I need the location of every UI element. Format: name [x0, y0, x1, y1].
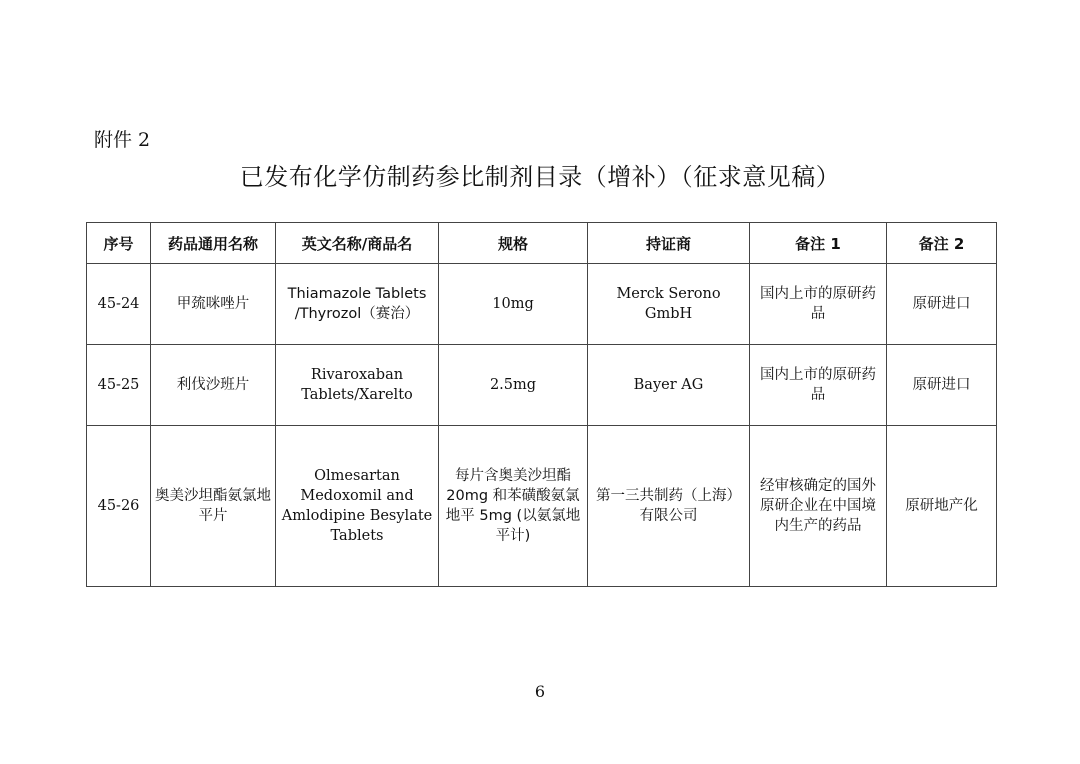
header-remark2: 备注 2 — [887, 223, 997, 264]
cell-english-name: Thiamazole Tablets /Thyrozol（赛治） — [276, 264, 439, 345]
header-holder: 持证商 — [588, 223, 750, 264]
table-row — [87, 264, 997, 345]
cell-holder: Bayer AG — [588, 345, 750, 426]
cell-spec: 2.5mg — [439, 345, 588, 426]
header-spec: 规格 — [439, 223, 588, 264]
document-title: 已发布化学仿制药参比制剂目录（增补）（征求意见稿） — [239, 163, 841, 191]
cell-holder: 第一三共制药（上海）有限公司 — [588, 426, 750, 587]
cell-no: 45-24 — [87, 264, 151, 345]
cell-remark1: 经审核确定的国外原研企业在中国境内生产的药品 — [750, 426, 887, 587]
cell-remark2: 原研进口 — [887, 264, 997, 345]
cell-generic-name: 奥美沙坦酯氨氯地平片 — [151, 426, 276, 587]
table-header-row — [87, 223, 997, 264]
cell-remark1: 国内上市的原研药品 — [750, 345, 887, 426]
cell-generic-name: 利伐沙班片 — [151, 345, 276, 426]
reference-drug-table — [86, 222, 997, 587]
cell-no: 45-25 — [87, 345, 151, 426]
table-row — [87, 345, 997, 426]
cell-english-name: Rivaroxaban Tablets/Xarelto — [276, 345, 439, 426]
cell-no: 45-26 — [87, 426, 151, 587]
cell-spec: 10mg — [439, 264, 588, 345]
cell-english-name: Olmesartan Medoxomil and Amlodipine Besylate Tablets — [276, 426, 439, 587]
attachment-label: 附件 2 — [94, 129, 151, 151]
header-remark1: 备注 1 — [750, 223, 887, 264]
page-number: 6 — [534, 682, 546, 701]
header-generic-name: 药品通用名称 — [151, 223, 276, 264]
cell-holder: Merck Serono GmbH — [588, 264, 750, 345]
header-english-name: 英文名称/商品名 — [276, 223, 439, 264]
header-no: 序号 — [87, 223, 151, 264]
cell-remark1: 国内上市的原研药品 — [750, 264, 887, 345]
cell-spec: 每片含奥美沙坦酯 20mg 和苯磺酸氨氯地平 5mg (以氨氯地平计) — [439, 426, 588, 587]
cell-remark2: 原研进口 — [887, 345, 997, 426]
cell-generic-name: 甲巯咪唑片 — [151, 264, 276, 345]
table-row — [87, 426, 997, 587]
cell-remark2: 原研地产化 — [887, 426, 997, 587]
